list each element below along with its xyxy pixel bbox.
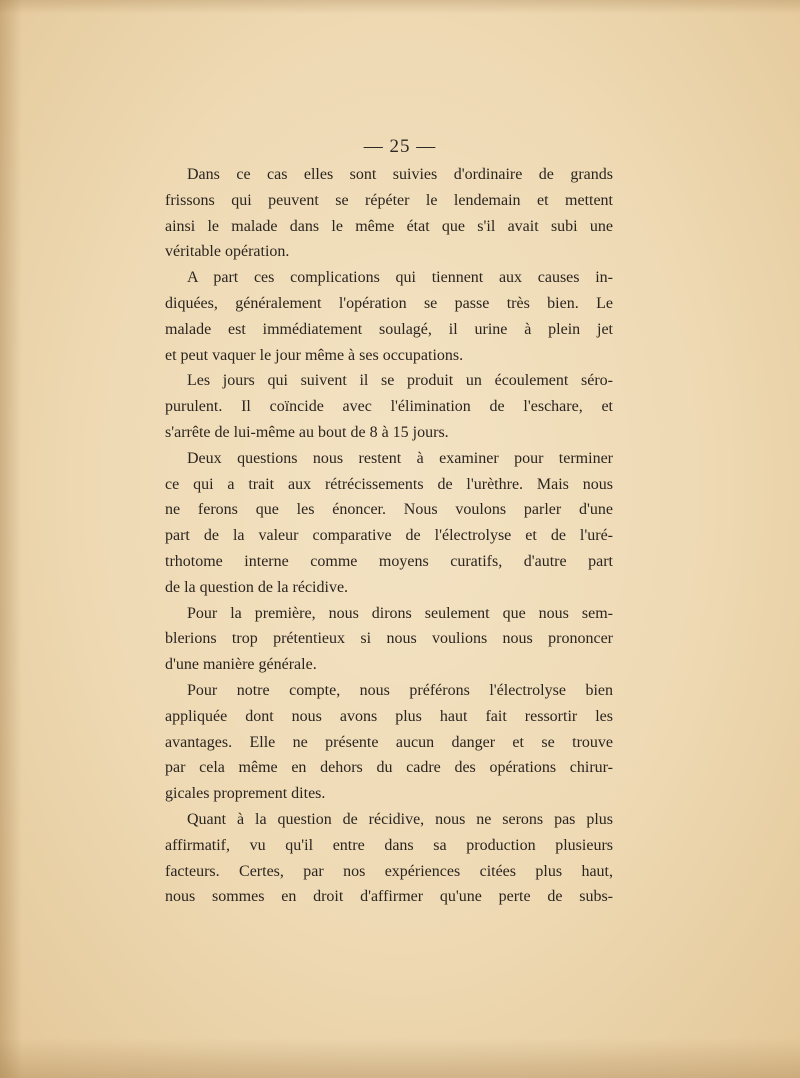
text-line: nous sommes en droit d'affirmer qu'une perte de subs- [165, 888, 613, 906]
text-line: Pour la première, nous dirons seulement que nous sem- [187, 604, 613, 622]
text-line: Pour notre compte, nous préférons l'électrolyse bien [187, 681, 613, 699]
text-line: appliquée dont nous avons plus haut fait ressortir les [165, 707, 613, 725]
page-number: — 25 — [363, 136, 437, 157]
text-line: de la question de la récidive. [165, 578, 349, 596]
text-line: diquées, généralement l'opération se passe très bien. Le [165, 294, 613, 312]
text-line: malade est immédiatement soulagé, il urine à plein jet [165, 320, 613, 338]
text-line: Quant à la question de récidive, nous ne serons pas plus [187, 810, 613, 828]
text-line: purulent. Il coïncide avec l'élimination de l'eschare, et [165, 398, 613, 416]
body-text [165, 166, 613, 914]
text-line: frissons qui peuvent se répéter le lendemain et mettent [165, 191, 613, 209]
text-line: Deux questions nous restent à examiner pour terminer [187, 449, 613, 467]
text-line: d'une manière générale. [165, 656, 317, 674]
text-line: trhotome interne comme moyens curatifs, d'autre part [165, 552, 613, 570]
text-line: Les jours qui suivent il se produit un écoulement séro- [187, 372, 613, 390]
text-line: ainsi le malade dans le même état que s'il avait subi une [165, 217, 613, 235]
text-line: Dans ce cas elles sont suivies d'ordinaire de grands [187, 166, 613, 183]
text-line: affirmatif, vu qu'il entre dans sa production plusieurs [165, 836, 613, 854]
page-edge-shadow-bottom [0, 1038, 800, 1078]
text-line: avantages. Elle ne présente aucun danger et se trouve [165, 733, 613, 751]
text-line: blerions trop prétentieux si nous voulions nous prononcer [165, 630, 613, 648]
text-line: par cela même en dehors du cadre des opérations chirur- [165, 759, 613, 777]
text-line: s'arrête de lui-même au bout de 8 à 15 jours. [165, 423, 449, 441]
text-line: et peut vaquer le jour même à ses occupations. [165, 346, 464, 364]
text-line: part de la valeur comparative de l'électrolyse et de l'uré- [165, 527, 613, 545]
text-line: facteurs. Certes, par nos expériences citées plus haut, [165, 862, 613, 880]
text-line: A part ces complications qui tiennent aux causes in- [187, 269, 613, 287]
page-edge-shadow-left [0, 0, 22, 1078]
page-edge-shadow-top [0, 0, 800, 14]
text-line: gicales proprement dites. [165, 785, 326, 803]
text-line: ce qui a trait aux rétrécissements de l'urèthre. Mais nous [165, 475, 613, 493]
text-line: ne ferons que les énoncer. Nous voulons parler d'une [165, 501, 613, 519]
text-line: véritable opération. [165, 243, 290, 261]
